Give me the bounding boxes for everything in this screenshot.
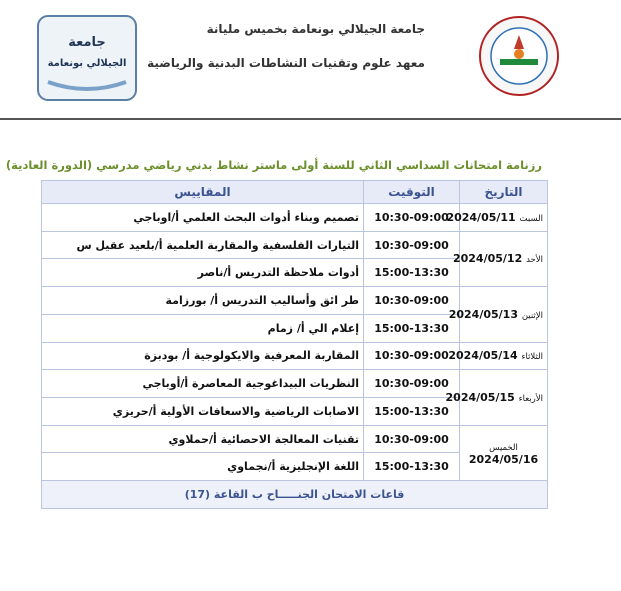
table-header-row	[42, 181, 548, 204]
header-date: التاريخ	[460, 181, 548, 204]
day-name: الأحد	[526, 255, 543, 266]
date-cell	[452, 231, 548, 286]
date-value: 2024/05/12	[452, 252, 523, 266]
time-cell: 15:00-13:30	[364, 314, 460, 342]
table-row	[42, 204, 548, 232]
time-cell: 10:30-09:00	[364, 204, 460, 232]
table-footer-row	[42, 481, 548, 509]
date-cell	[448, 287, 548, 342]
subject-cell: تقنيات المعالجة الاحصائية أ/حملاوي	[42, 425, 364, 453]
header-divider	[0, 118, 621, 120]
date-value: 2024/05/13	[448, 307, 518, 321]
header-time: التوقيت	[364, 181, 460, 204]
subject-cell: المقاربة المعرفية والايكولوجية أ/ بودبزة	[42, 342, 364, 370]
time-cell: 15:00-13:30	[364, 398, 460, 426]
institute-name: معهد علوم وتقنيات النشاطات البدنية والرياضية	[147, 56, 425, 70]
subject-cell: تصميم وبناء أدوات البحث العلمي أ/اوباجي	[42, 204, 364, 232]
svg-text:الجيلالي بونعامة: الجيلالي بونعامة	[47, 58, 127, 69]
table-row	[42, 287, 548, 315]
time-cell: 10:30-09:00	[364, 425, 460, 453]
exam-schedule-table	[41, 180, 548, 509]
subject-cell: الاصابات الرياضية والاسعافات الأولية أ/حريزي	[42, 398, 364, 426]
letterhead	[0, 0, 621, 118]
subject-cell: أدوات ملاحظة التدريس أ/ناصر	[42, 259, 364, 287]
date-value: 2024/05/15	[445, 391, 515, 405]
date-cell	[448, 342, 548, 370]
subject-cell: إعلام الي أ/ زمام	[42, 314, 364, 342]
time-cell: 10:30-09:00	[364, 342, 460, 370]
date-value: 2024/05/16	[468, 452, 539, 466]
table-row	[42, 425, 548, 453]
day-name: السبت	[519, 213, 543, 224]
university-name: جامعة الجيلالي بونعامة بخميس مليانة	[206, 22, 425, 36]
table-row	[42, 370, 548, 398]
schedule-title: رزنامة امتحانات السداسي الثاني للسنة أولى ماستر نشاط بدني رياضي مدرسي (الدورة العادية)	[5, 158, 542, 172]
day-name: الثلاثاء	[521, 352, 543, 363]
date-cell	[446, 204, 548, 232]
time-cell: 10:30-09:00	[364, 370, 460, 398]
time-cell: 15:00-13:30	[364, 259, 460, 287]
subject-cell: النظريات البيداغوجية المعاصرة أ/أوباجي	[42, 370, 364, 398]
table-row	[42, 231, 548, 259]
date-value: 2024/05/11	[446, 210, 516, 224]
exam-rooms-note: قاعات الامتحان الجنـــــاح ب القاعة (17)	[42, 481, 548, 509]
svg-text:جامعة: جامعة	[68, 35, 106, 50]
time-cell: 10:30-09:00	[364, 231, 460, 259]
date-cell	[445, 370, 548, 425]
institute-seal	[478, 15, 560, 97]
subject-cell: التيارات الفلسفية والمقاربة العلمية أ/بلعيد عقيل س	[42, 231, 364, 259]
date-value: 2024/05/14	[448, 349, 518, 363]
day-name: الإثنين	[521, 310, 543, 321]
time-cell: 10:30-09:00	[364, 287, 460, 315]
subject-cell: اللغة الإنجليزية أ/نجماوي	[42, 453, 364, 481]
subject-cell: طر ائق وأساليب التدريس أ/ بورزامة	[42, 287, 364, 315]
header-subject: المقاييس	[42, 181, 364, 204]
day-name: الأربعاء	[518, 394, 543, 405]
table-row	[42, 342, 548, 370]
time-cell: 15:00-13:30	[364, 453, 460, 481]
day-name: الخميس	[489, 442, 518, 453]
date-cell	[460, 425, 548, 480]
